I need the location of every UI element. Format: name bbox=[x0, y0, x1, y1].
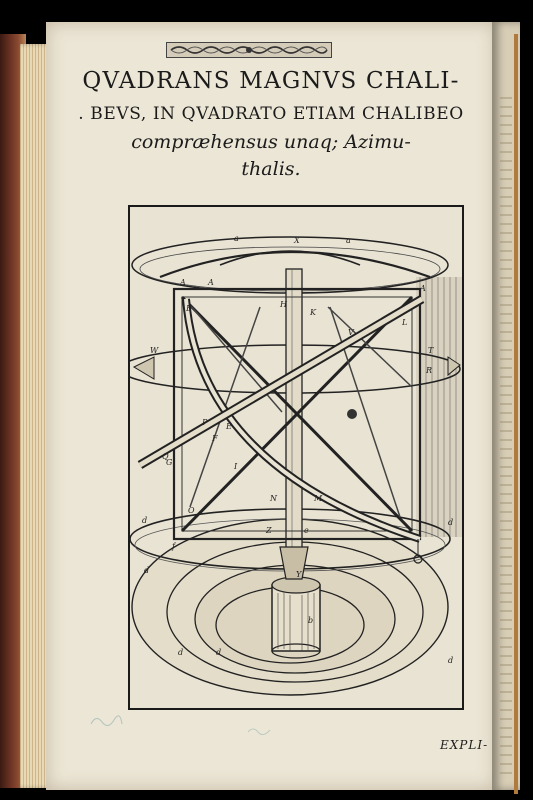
label-O: O bbox=[188, 506, 195, 515]
label-d-5: d bbox=[216, 648, 222, 657]
label-Z: Z bbox=[266, 526, 272, 535]
label-G: G bbox=[166, 458, 173, 467]
label-H: H bbox=[280, 300, 287, 309]
title-line-4: thalis. bbox=[241, 158, 301, 180]
label-b: b bbox=[308, 616, 314, 625]
label-N: N bbox=[270, 494, 277, 503]
label-d-3: d bbox=[144, 566, 150, 575]
label-Q: Q bbox=[162, 452, 169, 461]
label-A-1: A bbox=[208, 278, 214, 287]
title-line-2: . BEVS, IN QVADRATO ETIAM CHALIBEO bbox=[78, 104, 464, 124]
label-a-1: a bbox=[234, 234, 239, 243]
label-V: V bbox=[348, 328, 354, 337]
label-M: M bbox=[314, 494, 323, 503]
label-Y: Y bbox=[296, 570, 302, 579]
label-d-4: d bbox=[178, 648, 184, 657]
library-stamp-mark-2 bbox=[246, 724, 274, 736]
facing-page-text-shadow bbox=[500, 94, 512, 774]
label-d-1: d bbox=[142, 516, 148, 525]
label-W: W bbox=[150, 346, 159, 355]
label-L: L bbox=[402, 318, 408, 327]
catchword: EXPLI- bbox=[440, 738, 489, 752]
label-A-2: A bbox=[180, 278, 186, 287]
label-F: F bbox=[212, 434, 218, 443]
label-a-2: a bbox=[346, 236, 351, 245]
label-R: R bbox=[426, 366, 433, 375]
label-A-3: A bbox=[420, 284, 426, 293]
library-stamp-mark bbox=[88, 712, 124, 728]
title-line-3: compræhensus unaq; Azimu- bbox=[131, 131, 411, 153]
label-T: T bbox=[428, 346, 434, 355]
label-d-6: d bbox=[448, 656, 454, 665]
label-B: B bbox=[186, 304, 192, 313]
label-e: e bbox=[304, 526, 309, 535]
page-edge-line bbox=[514, 34, 518, 794]
ornamental-headband bbox=[166, 42, 332, 58]
title-line-1: QVADRANS MAGNVS CHALI- bbox=[82, 68, 460, 94]
label-K: K bbox=[310, 308, 316, 317]
label-f: f bbox=[172, 542, 175, 551]
woodcut-illustration bbox=[128, 205, 464, 710]
quadrant-engraving bbox=[130, 207, 462, 708]
label-E: E bbox=[226, 422, 232, 431]
label-X: X bbox=[294, 236, 300, 245]
label-I: I bbox=[234, 462, 238, 471]
label-P: P bbox=[202, 418, 208, 427]
label-d-2: d bbox=[448, 518, 454, 527]
